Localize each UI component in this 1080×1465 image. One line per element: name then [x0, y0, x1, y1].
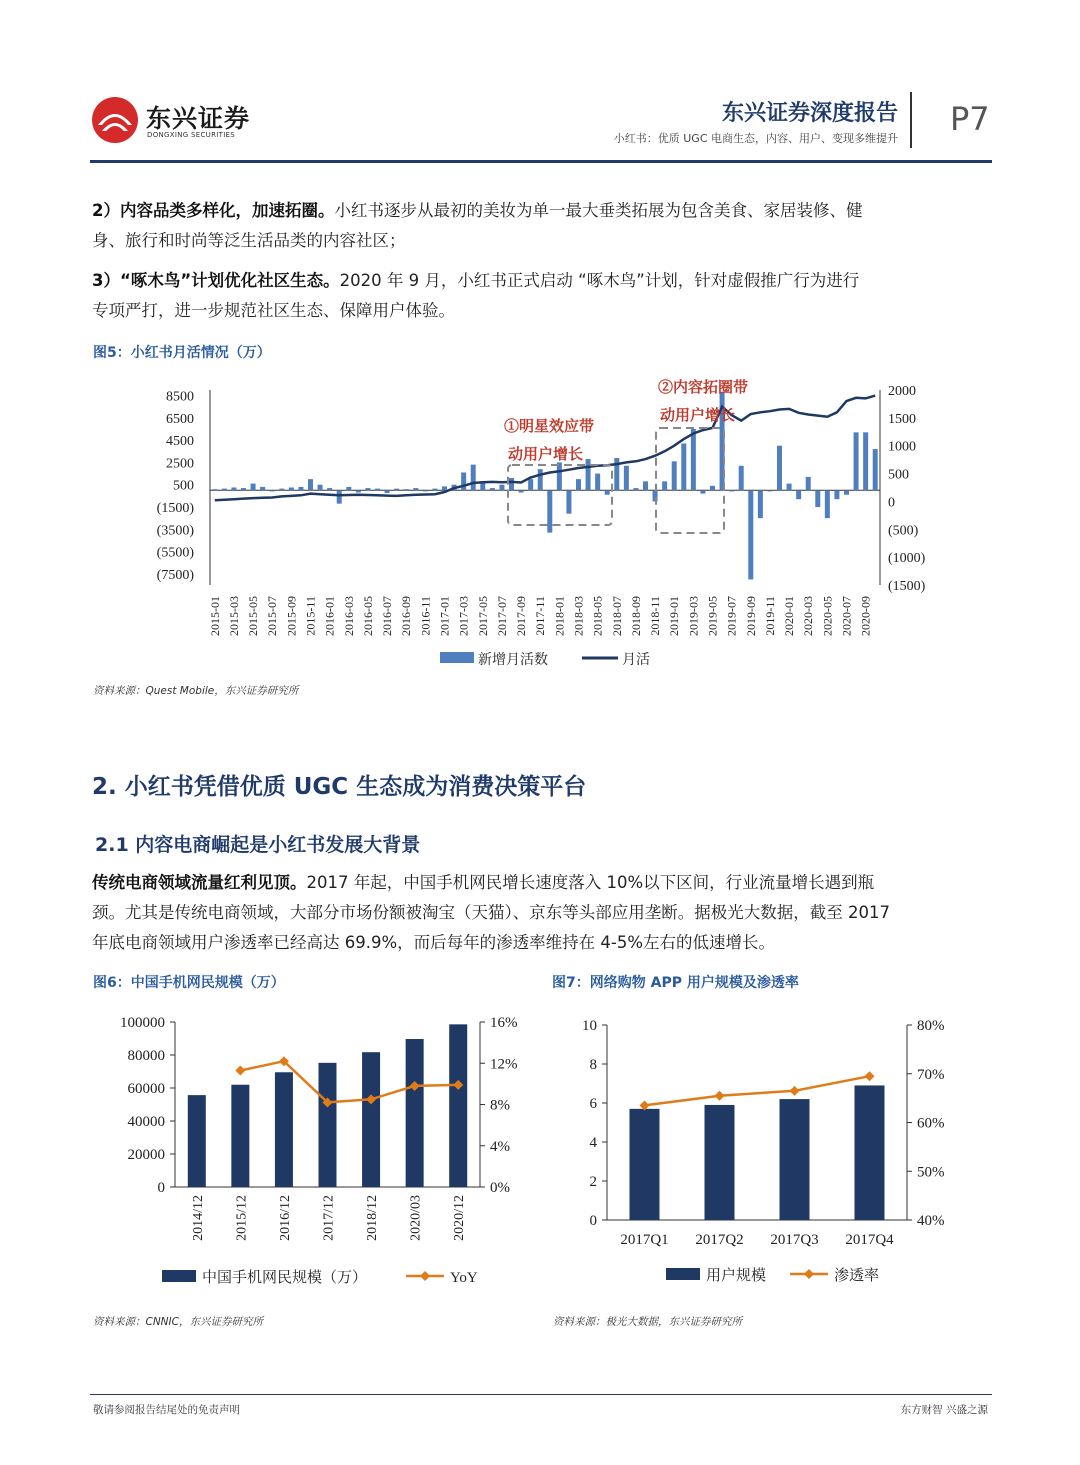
- bar-new-mau: [260, 487, 265, 490]
- bar-new-mau: [471, 465, 476, 491]
- x-axis-tick-label: 2017Q2: [695, 1232, 744, 1248]
- x-axis-tick-label: 2015/12: [234, 1195, 250, 1241]
- right-axis-tick-label: 500: [888, 467, 909, 483]
- bar-new-mau: [212, 489, 217, 490]
- right-axis-tick-label: 0: [888, 495, 895, 511]
- bar-new-mau: [576, 479, 581, 490]
- annotation-box-2: [656, 428, 724, 533]
- x-axis-tick-label: 2019-05: [705, 596, 720, 636]
- line-netizens: [240, 1061, 458, 1102]
- x-axis-tick-label: 2018-01: [552, 596, 567, 636]
- x-axis-tick-label: 2016-05: [360, 596, 375, 636]
- left-axis-tick-label: 20000: [127, 1147, 165, 1163]
- bar-new-mau: [624, 466, 629, 491]
- x-axis-tick-label: 2018-05: [590, 596, 605, 636]
- bar-new-mau: [346, 487, 351, 490]
- subsection-heading: 2.1 内容电商崛起是小红书发展大背景: [95, 834, 421, 856]
- bar-new-mau: [404, 489, 409, 490]
- left-axis-tick-label: 500: [173, 478, 194, 494]
- bar-new-mau: [595, 474, 600, 491]
- bar-new-mau: [365, 488, 370, 490]
- figure5-title: 图5：小红书月活情况（万）: [93, 345, 271, 361]
- bar-new-mau: [241, 488, 246, 490]
- x-axis-tick-label: 2015-03: [226, 596, 241, 636]
- bar-new-mau: [586, 459, 591, 490]
- x-axis-tick-label: 2017-05: [475, 596, 490, 636]
- left-axis-tick-label: 0: [589, 1213, 597, 1229]
- bar-new-mau: [298, 487, 303, 490]
- footer-rule: [90, 1394, 992, 1395]
- bar-new-mau: [413, 488, 418, 490]
- left-axis-tick-label: 2500: [166, 456, 194, 472]
- left-axis-tick-label: 2: [589, 1174, 597, 1190]
- right-axis-tick-label: 80%: [917, 1018, 945, 1034]
- x-axis-tick-label: 2014/12: [190, 1195, 206, 1241]
- left-axis-tick-label: (7500): [156, 567, 194, 583]
- legend-label: 渗透率: [834, 1268, 880, 1284]
- marker-shopping-users: [790, 1086, 800, 1096]
- bar-new-mau: [279, 489, 284, 491]
- bar-new-mau: [337, 490, 342, 503]
- figure5-source: 资料来源：Quest Mobile，东兴证券研究所: [93, 685, 299, 697]
- figure7-chart: [552, 1000, 992, 1300]
- legend-swatch-bar: [440, 652, 474, 663]
- bar-new-mau: [308, 479, 313, 490]
- x-axis-tick-label: 2019-03: [686, 596, 701, 636]
- logo: [90, 95, 260, 145]
- logo-subtext: DONGXING SECURITIES: [147, 131, 236, 139]
- bar-new-mau: [423, 490, 428, 491]
- left-axis-tick-label: 4500: [166, 434, 194, 450]
- x-axis-tick-label: 2017Q1: [620, 1232, 669, 1248]
- x-axis-tick-label: 2015-11: [303, 596, 318, 636]
- paragraph-text: 2020 年 9 月，小红书正式启动 “啄木鸟”计划，针对虚假推广行为进行: [339, 271, 860, 290]
- paragraph-lead: 3）“啄木鸟”计划优化社区生态。: [92, 271, 340, 290]
- x-axis-tick-label: 2020-07: [839, 596, 854, 636]
- bar-new-mau: [222, 489, 227, 491]
- bar-new-mau: [748, 490, 753, 579]
- bar-shopping-users: [780, 1099, 810, 1220]
- left-axis-tick-label: 0: [157, 1180, 165, 1196]
- marker-shopping-users: [865, 1071, 875, 1081]
- x-axis-tick-label: 2016-07: [380, 596, 395, 636]
- bar-new-mau: [528, 479, 533, 490]
- bar-new-mau: [796, 490, 801, 499]
- footer-slogan: 东方财智 兴盛之源: [900, 1404, 988, 1416]
- bar-new-mau: [633, 488, 638, 490]
- paragraph-text: 年底电商领域用户渗透率已经高达 69.9%，而后每年的渗透率维持在 4-5%左右的低速增长。: [92, 933, 776, 952]
- paragraph-content-diversify: [92, 196, 992, 256]
- x-axis-tick-label: 2018-11: [648, 596, 663, 636]
- legend-label: 新增月活数: [478, 653, 548, 668]
- bar-new-mau: [509, 478, 514, 490]
- bar-new-mau: [442, 486, 447, 490]
- x-axis-tick-label: 2016-01: [322, 596, 337, 636]
- x-axis-tick-label: 2018-09: [628, 596, 643, 636]
- right-axis-tick-label: 60%: [917, 1115, 945, 1132]
- section-heading: 2. 小红书凭借优质 UGC 生态成为消费决策平台: [92, 774, 587, 800]
- x-axis-tick-label: 2017/12: [321, 1195, 337, 1241]
- legend-marker: [804, 1269, 814, 1279]
- bar-shopping-users: [705, 1105, 735, 1220]
- right-axis-tick-label: 70%: [917, 1066, 945, 1083]
- x-axis-tick-label: 2020-05: [820, 596, 835, 636]
- bar-new-mau: [681, 443, 686, 490]
- x-axis-tick-label: 2015-07: [265, 596, 280, 636]
- legend-label: 中国手机网民规模（万）: [202, 1270, 368, 1286]
- bar-netizens: [449, 1024, 467, 1187]
- paragraph-woodpecker: [92, 266, 992, 326]
- bar-new-mau: [815, 490, 820, 507]
- bar-new-mau: [787, 484, 792, 491]
- bar-new-mau: [863, 432, 868, 490]
- bar-netizens: [362, 1052, 380, 1187]
- bar-new-mau: [547, 490, 552, 532]
- bar-netizens: [188, 1095, 206, 1187]
- paragraph-text: 2017 年起，中国手机网民增长速度落入 10%以下区间，行业流量增长遇到瓶: [306, 873, 875, 892]
- x-axis-tick-label: 2019-07: [724, 596, 739, 636]
- bar-new-mau: [385, 490, 390, 493]
- x-axis-tick-label: 2017-09: [514, 596, 529, 636]
- right-axis-tick-label: 4%: [490, 1138, 510, 1155]
- paragraph-lead: 传统电商领域流量红利见顶。: [92, 873, 307, 892]
- annotation-text-1b: 动用户增长: [508, 447, 584, 463]
- bar-new-mau: [231, 488, 236, 491]
- marker-netizens: [235, 1065, 245, 1075]
- bar-new-mau: [251, 484, 256, 491]
- bar-new-mau: [729, 490, 734, 491]
- left-axis-tick-label: 80000: [127, 1048, 165, 1064]
- bar-shopping-users: [630, 1109, 660, 1220]
- right-axis-tick-label: 1000: [888, 439, 916, 455]
- left-axis-tick-label: (1500): [156, 501, 194, 516]
- bar-netizens: [275, 1072, 293, 1187]
- right-axis-tick-label: 8%: [490, 1097, 510, 1114]
- annotation-text-2b: 动用户增长: [660, 408, 736, 424]
- x-axis-tick-label: 2020-01: [782, 596, 797, 636]
- bar-new-mau: [289, 488, 294, 491]
- marker-shopping-users: [715, 1091, 725, 1101]
- bar-netizens: [231, 1085, 249, 1187]
- bar-new-mau: [777, 446, 782, 491]
- right-axis-tick-label: 2000: [888, 384, 916, 399]
- paragraph-lead: 2）内容品类多样化，加速拓圈。: [92, 201, 335, 220]
- paragraph-text: 小红书逐步从最初的美妆为单一最大垂类拓展为包含美食、家居装修、健: [334, 201, 863, 220]
- page-number: P7: [950, 100, 990, 138]
- left-axis-tick-label: 8500: [166, 389, 194, 405]
- x-axis-tick-label: 2016-11: [418, 596, 433, 636]
- bar-netizens: [406, 1039, 424, 1187]
- bar-new-mau: [643, 481, 648, 490]
- bar-new-mau: [270, 490, 275, 491]
- left-axis-tick-label: 6500: [166, 411, 194, 427]
- x-axis-tick-label: 2017-03: [456, 596, 471, 636]
- right-axis-tick-label: (1500): [888, 579, 926, 594]
- report-subtitle: 小红书：优质 UGC 电商生态，内容、用户、变现多维提升: [613, 132, 898, 145]
- x-axis-tick-label: 2020/12: [452, 1195, 468, 1241]
- left-axis-tick-label: 100000: [120, 1015, 165, 1031]
- figure6-title: 图6：中国手机网民规模（万）: [93, 975, 285, 991]
- report-title: 东兴证券深度报告: [721, 101, 898, 126]
- bar-netizens: [319, 1063, 337, 1187]
- paragraph-text: 身、旅行和时尚等泛生活品类的内容社区；: [92, 231, 406, 250]
- right-axis-tick-label: 40%: [917, 1213, 945, 1229]
- x-axis-tick-label: 2016/12: [277, 1195, 293, 1241]
- header-divider: [910, 92, 912, 148]
- right-axis-tick-label: 50%: [917, 1164, 945, 1181]
- annotation-text-1: ①明星效应带: [504, 419, 595, 435]
- paragraph-traffic: [92, 868, 992, 958]
- bar-new-mau: [327, 488, 332, 490]
- left-axis-tick-label: 8: [589, 1057, 597, 1073]
- figure7-title: 图7：网络购物 APP 用户规模及渗透率: [552, 975, 799, 991]
- x-axis-tick-label: 2018-07: [609, 596, 624, 636]
- legend-marker: [420, 1271, 430, 1281]
- bar-new-mau: [318, 485, 323, 491]
- x-axis-tick-label: 2020-03: [801, 596, 816, 636]
- bar-new-mau: [767, 490, 772, 491]
- left-axis-tick-label: 6: [589, 1096, 597, 1112]
- x-axis-tick-label: 2017Q3: [770, 1232, 819, 1248]
- left-axis-tick-label: 60000: [127, 1081, 165, 1097]
- right-axis-tick-label: 12%: [490, 1056, 518, 1073]
- logo-emblem-icon: [90, 95, 140, 145]
- figure6-source: 资料来源：CNNIC，东兴证券研究所: [93, 1316, 263, 1328]
- figure6-chart: [90, 1000, 540, 1300]
- x-axis-tick-label: 2020/03: [408, 1195, 424, 1241]
- x-axis-tick-label: 2019-09: [743, 596, 758, 636]
- bar-new-mau: [662, 481, 667, 490]
- bar-new-mau: [844, 490, 849, 494]
- bar-shopping-users: [855, 1085, 885, 1220]
- x-axis-tick-label: 2017Q4: [845, 1232, 894, 1248]
- bar-new-mau: [557, 462, 562, 490]
- bar-new-mau: [825, 490, 830, 518]
- bar-new-mau: [873, 449, 878, 490]
- legend-label: 用户规模: [706, 1268, 767, 1284]
- left-axis-tick-label: 10: [582, 1018, 597, 1034]
- header-rule: [90, 160, 992, 163]
- logo-text: 东兴证券: [146, 104, 251, 133]
- x-axis-tick-label: 2020-09: [858, 596, 873, 636]
- bar-new-mau: [691, 429, 696, 490]
- bar-new-mau: [394, 489, 399, 491]
- bar-new-mau: [806, 477, 811, 490]
- left-axis-tick-label: (3500): [156, 523, 194, 539]
- bar-new-mau: [758, 490, 763, 518]
- x-axis-tick-label: 2018-03: [571, 596, 586, 636]
- bar-new-mau: [461, 472, 466, 490]
- right-axis-tick-label: 0%: [490, 1180, 510, 1196]
- left-axis-tick-label: 4: [589, 1135, 597, 1151]
- bar-new-mau: [490, 488, 495, 490]
- bar-new-mau: [710, 486, 715, 490]
- legend-swatch-bar: [162, 1270, 196, 1282]
- x-axis-tick-label: 2017-07: [494, 596, 509, 636]
- right-axis-tick-label: (1000): [888, 551, 926, 567]
- paragraph-text: 专项严打，进一步规范社区生态、保障用户体验。: [92, 301, 455, 320]
- x-axis-tick-label: 2016-03: [341, 596, 356, 636]
- figure7-source: 资料来源：极光大数据，东兴证券研究所: [553, 1316, 742, 1328]
- legend-swatch-bar: [666, 1268, 700, 1280]
- x-axis-tick-label: 2018/12: [365, 1195, 381, 1241]
- bar-new-mau: [672, 461, 677, 490]
- annotation-text-2: ②内容拓圈带: [658, 380, 749, 396]
- bar-new-mau: [538, 469, 543, 490]
- right-axis-tick-label: 16%: [490, 1015, 518, 1031]
- x-axis-tick-label: 2017-11: [533, 596, 548, 636]
- right-axis-tick-label: 1500: [888, 411, 916, 427]
- bar-new-mau: [499, 485, 504, 491]
- bar-new-mau: [566, 490, 571, 513]
- x-axis-tick-label: 2015-05: [246, 596, 261, 636]
- bar-new-mau: [739, 466, 744, 491]
- legend-label: 月活: [622, 653, 650, 668]
- bar-new-mau: [854, 432, 859, 490]
- bar-new-mau: [700, 490, 705, 493]
- bar-new-mau: [375, 489, 380, 491]
- left-axis-tick-label: (5500): [156, 545, 194, 561]
- x-axis-tick-label: 2017-01: [437, 596, 452, 636]
- paragraph-text: 颈。尤其是传统电商领域，大部分市场份额被淘宝（天猫）、京东等头部应用垄断。据极光大数据，截至 2017: [92, 903, 890, 922]
- figure5-chart: [90, 370, 990, 675]
- right-axis-tick-label: (500): [888, 523, 919, 539]
- x-axis-tick-label: 2019-01: [667, 596, 682, 636]
- bar-new-mau: [356, 490, 361, 492]
- bar-new-mau: [605, 490, 610, 494]
- line-shopping-users: [645, 1076, 870, 1105]
- x-axis-tick-label: 2019-11: [762, 596, 777, 636]
- x-axis-tick-label: 2016-09: [399, 596, 414, 636]
- bar-new-mau: [519, 490, 524, 492]
- left-axis-tick-label: 40000: [127, 1114, 165, 1130]
- x-axis-tick-label: 2015-01: [207, 596, 222, 636]
- x-axis-tick-label: 2015-09: [284, 596, 299, 636]
- bar-new-mau: [834, 490, 839, 499]
- legend-label: YoY: [450, 1270, 478, 1286]
- bar-new-mau: [432, 489, 437, 491]
- footer-disclaimer: 敬请参阅报告结尾处的免责声明: [93, 1404, 240, 1416]
